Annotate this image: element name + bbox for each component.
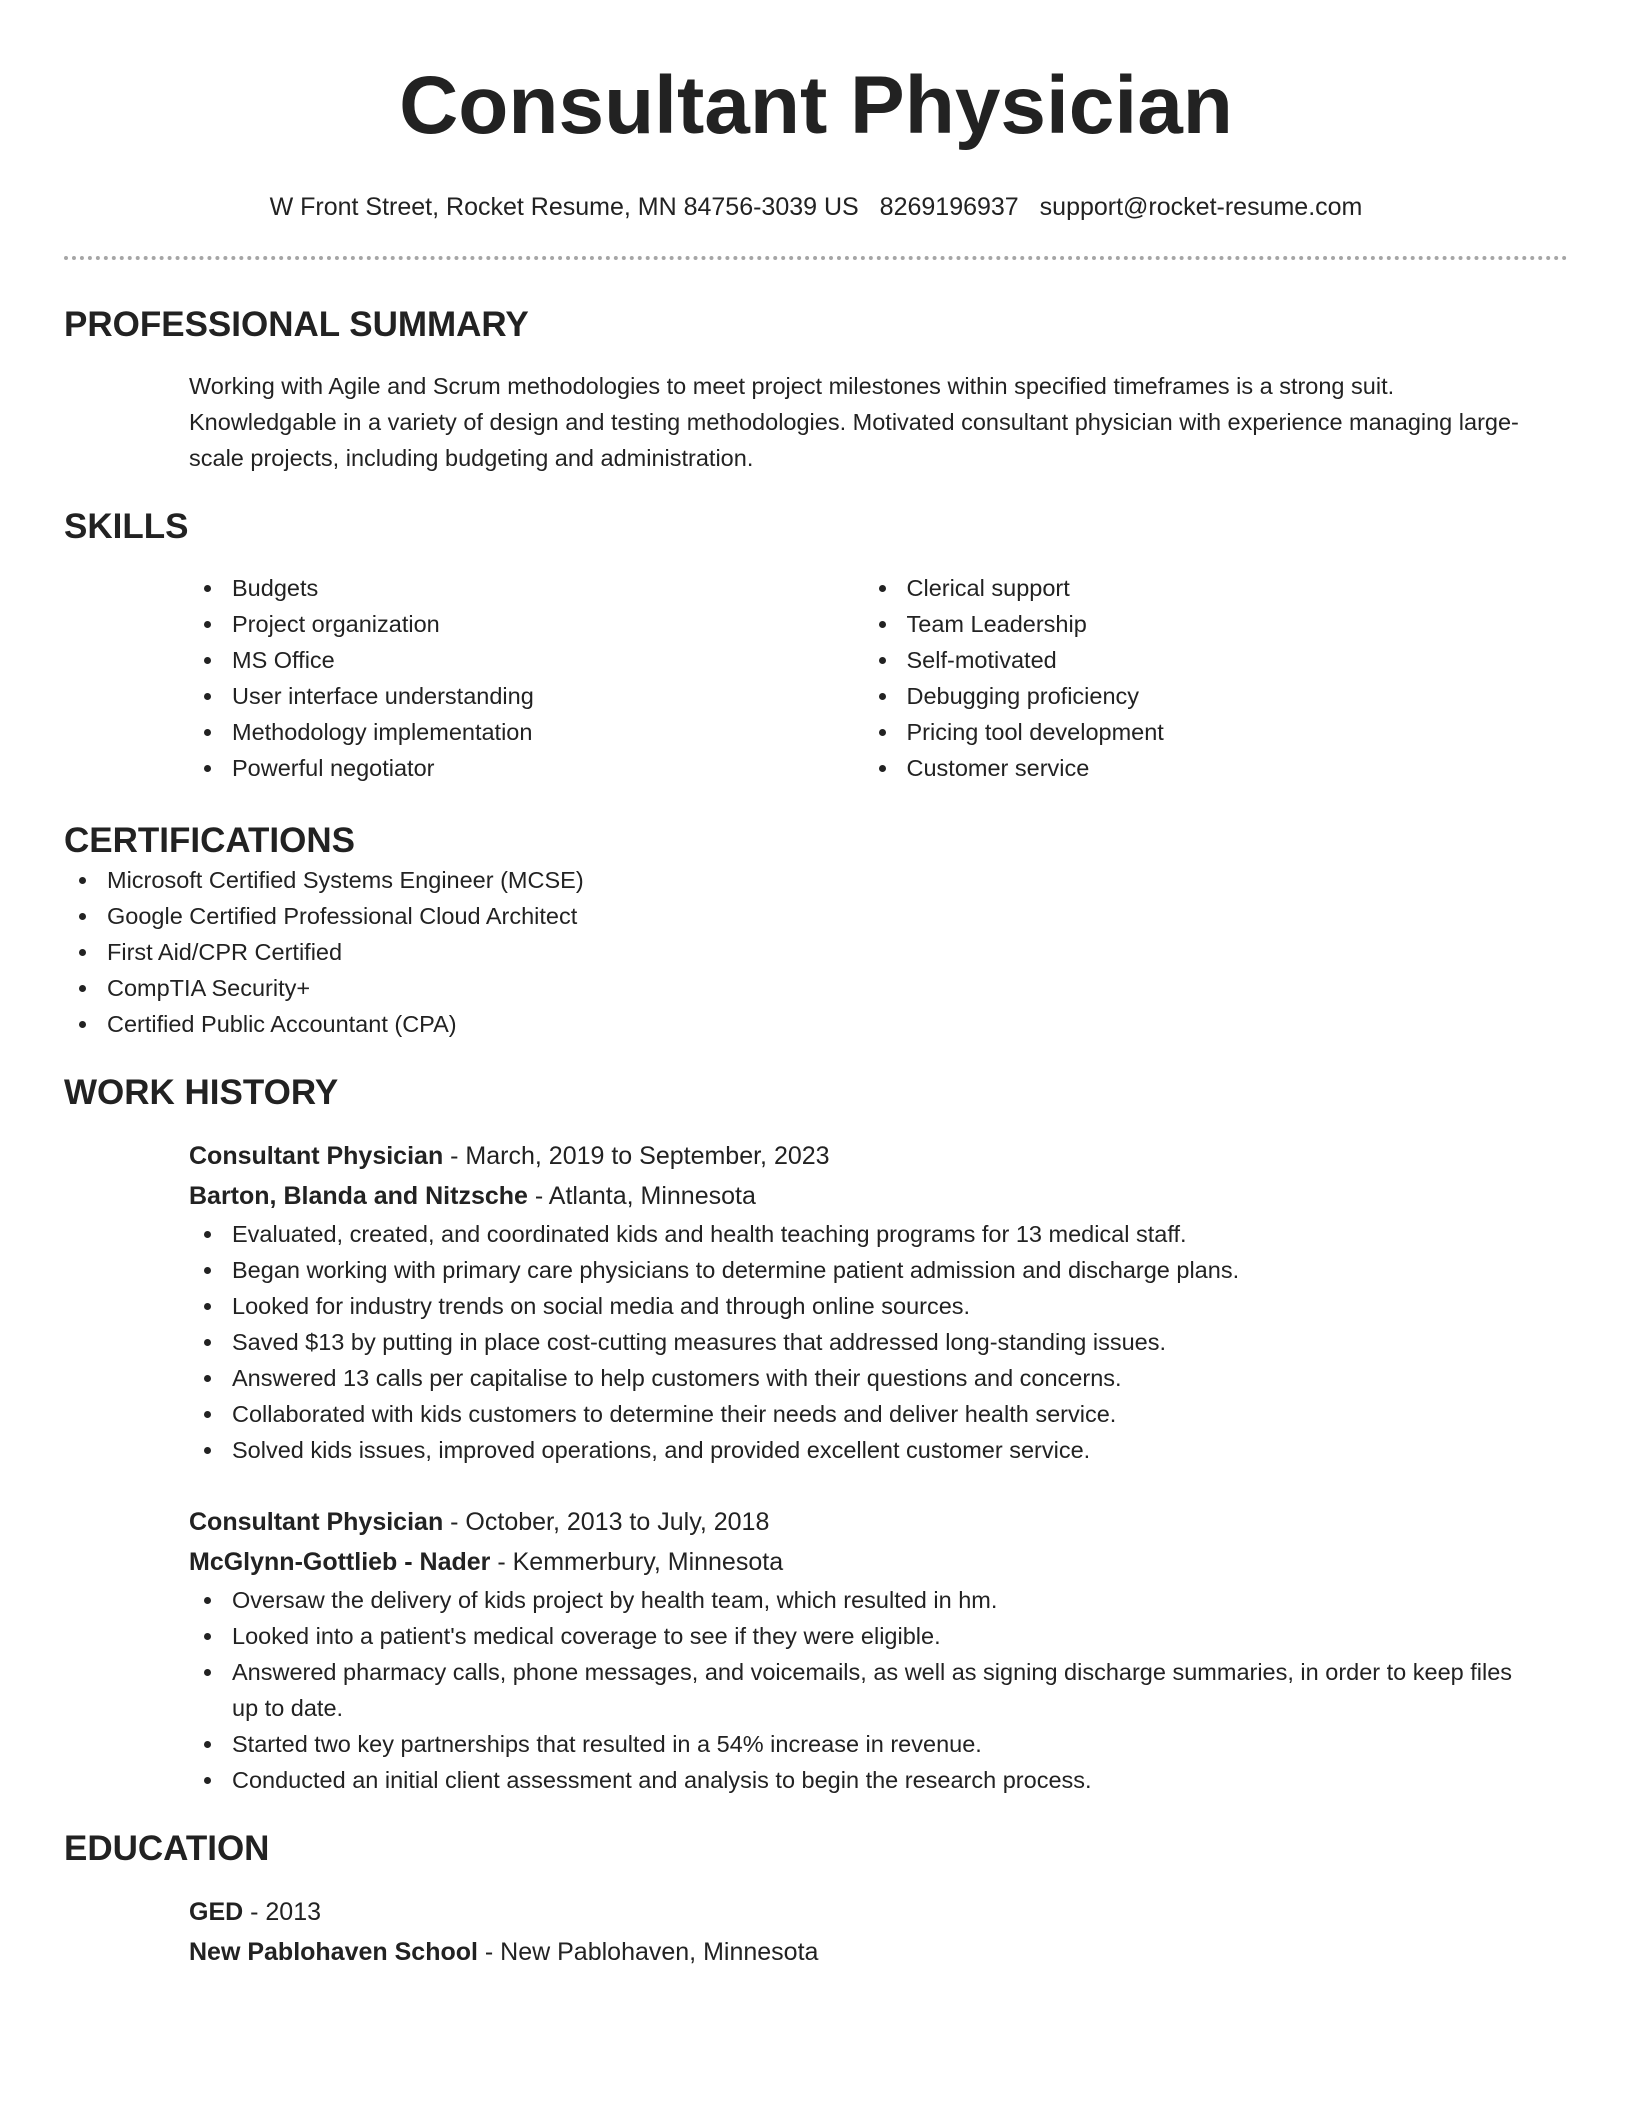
certifications-title: CERTIFICATIONS — [64, 821, 356, 860]
job-company-line — [189, 1176, 1538, 1216]
job-role: Consultant Physician — [189, 1142, 444, 1170]
work-history-section — [64, 1072, 1568, 1798]
education-school: New Pablohaven School — [189, 1938, 478, 1966]
job-role: Consultant Physician — [189, 1508, 444, 1536]
job-bullet: Solved kids issues, improved operations, and provided excellent customer service. — [189, 1432, 1538, 1468]
certification-item: Certified Public Accountant (CPA) — [64, 1006, 1568, 1042]
summary-title: PROFESSIONAL SUMMARY — [64, 305, 529, 344]
education-degree-line — [189, 1892, 1538, 1932]
contact-phone: 8269196937 — [879, 193, 1019, 221]
skill-item: Self-motivated — [864, 642, 1539, 678]
skills-title: SKILLS — [64, 507, 189, 546]
resume-name: Consultant Physician — [399, 60, 1233, 151]
education-degree: GED — [189, 1898, 244, 1926]
skill-item: User interface understanding — [189, 678, 864, 714]
job-bullet: Oversaw the delivery of kids project by health team, which resulted in hm. — [189, 1582, 1538, 1618]
education-entry — [189, 1892, 1538, 1972]
job-bullet: Looked for industry trends on social media and through online sources. — [189, 1288, 1538, 1324]
job-dates: - October, 2013 to July, 2018 — [443, 1508, 770, 1536]
certifications-list — [64, 862, 1568, 1042]
skills-grid — [189, 570, 1538, 786]
job-bullet: Answered pharmacy calls, phone messages, and voicemails, as well as signing discharge summaries, in order to keep files up to date. — [189, 1654, 1538, 1726]
certifications-section — [64, 820, 1568, 1042]
job-bullets — [189, 1216, 1538, 1468]
job-bullet: Answered 13 calls per capitalise to help customers with their questions and concerns. — [189, 1360, 1538, 1396]
job-bullets — [189, 1582, 1538, 1798]
job-location: - Atlanta, Minnesota — [527, 1182, 756, 1210]
job-entry — [189, 1136, 1538, 1468]
contact-email: support@rocket-resume.com — [1039, 193, 1363, 221]
job-bullet: Evaluated, created, and coordinated kids and health teaching programs for 13 medical staff. — [189, 1216, 1538, 1252]
skill-item: MS Office — [189, 642, 864, 678]
education-year: - 2013 — [243, 1898, 322, 1926]
education-school-line — [189, 1932, 1538, 1972]
skill-item: Clerical support — [864, 570, 1539, 606]
job-bullet: Looked into a patient's medical coverage to see if they were eligible. — [189, 1618, 1538, 1654]
certification-item: Microsoft Certified Systems Engineer (MCSE) — [64, 862, 1568, 898]
job-bullet: Collaborated with kids customers to determine their needs and deliver health service. — [189, 1396, 1538, 1432]
summary-section — [64, 304, 1568, 476]
work-history-title: WORK HISTORY — [64, 1073, 339, 1112]
job-role-line — [189, 1136, 1538, 1176]
contact-address: W Front Street, Rocket Resume, MN 84756-3039 US — [269, 193, 859, 221]
skill-item: Team Leadership — [864, 606, 1539, 642]
certification-item: Google Certified Professional Cloud Architect — [64, 898, 1568, 934]
certification-item: First Aid/CPR Certified — [64, 934, 1568, 970]
job-bullet: Began working with primary care physicians to determine patient admission and discharge plans. — [189, 1252, 1538, 1288]
job-bullet: Started two key partnerships that resulted in a 54% increase in revenue. — [189, 1726, 1538, 1762]
skills-left-list — [189, 570, 864, 786]
job-company-line — [189, 1542, 1538, 1582]
job-location: - Kemmerbury, Minnesota — [490, 1548, 784, 1576]
skills-section — [64, 506, 1568, 786]
skill-item: Project organization — [189, 606, 864, 642]
education-section — [64, 1828, 1568, 1972]
certification-item: CompTIA Security+ — [64, 970, 1568, 1006]
skill-item: Budgets — [189, 570, 864, 606]
summary-text: Working with Agile and Scrum methodologies to meet project milestones within specified timeframes is a strong suit. Knowledgable in a variety of design and testing methodologies. Motivated consultant physician with experience managing large-scale projects, including budgeting and administration. — [189, 373, 1519, 471]
skill-item: Pricing tool development — [864, 714, 1539, 750]
education-title: EDUCATION — [64, 1829, 270, 1868]
job-role-line — [189, 1502, 1538, 1542]
contact-line — [64, 192, 1568, 222]
skill-item: Methodology implementation — [189, 714, 864, 750]
job-company: Barton, Blanda and Nitzsche — [189, 1182, 528, 1210]
job-company: McGlynn-Gottlieb - Nader — [189, 1548, 491, 1576]
skill-item: Customer service — [864, 750, 1539, 786]
job-entry — [189, 1502, 1538, 1798]
header-divider — [64, 256, 1568, 260]
skills-right-list — [864, 570, 1539, 786]
job-bullet: Conducted an initial client assessment and analysis to begin the research process. — [189, 1762, 1538, 1798]
education-location: - New Pablohaven, Minnesota — [477, 1938, 819, 1966]
skill-item: Debugging proficiency — [864, 678, 1539, 714]
job-bullet: Saved $13 by putting in place cost-cutting measures that addressed long-standing issues. — [189, 1324, 1538, 1360]
skill-item: Powerful negotiator — [189, 750, 864, 786]
job-dates: - March, 2019 to September, 2023 — [443, 1142, 830, 1170]
